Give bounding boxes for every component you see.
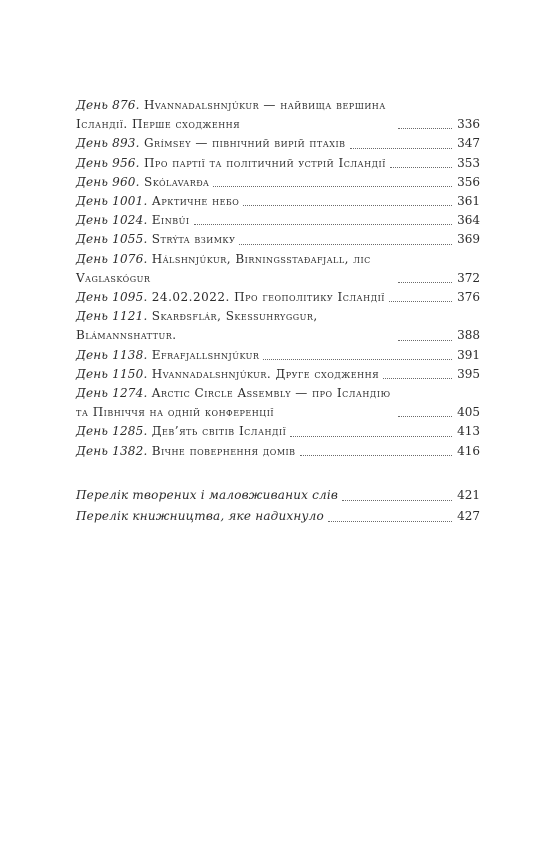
toc-page-number: 369 bbox=[457, 232, 480, 247]
toc-title: Skólavarða bbox=[143, 174, 210, 189]
dot-leader bbox=[389, 301, 452, 302]
toc-page-number: 416 bbox=[457, 443, 480, 458]
toc-entry[interactable] bbox=[76, 384, 480, 422]
toc-entry[interactable] bbox=[76, 288, 480, 307]
toc-entry[interactable] bbox=[76, 211, 480, 230]
toc-title: Hvannadalshnjúkur — найвища вершина Ісландії. Перше сходження bbox=[76, 98, 386, 132]
toc-appendix-entry[interactable] bbox=[76, 485, 480, 506]
toc-day: День 876. bbox=[76, 98, 140, 112]
toc-entry[interactable] bbox=[76, 134, 480, 153]
toc-page-number: 395 bbox=[457, 366, 480, 381]
toc-appendix-title: Перелік творених і маловживаних слів bbox=[76, 487, 339, 502]
dot-leader bbox=[290, 436, 452, 437]
toc-day: День 1138. bbox=[76, 347, 148, 362]
toc-entry[interactable] bbox=[76, 192, 480, 211]
toc-title: Hvannadalshnjúkur. Друге сходження bbox=[151, 366, 380, 381]
toc-page-number: 361 bbox=[457, 194, 480, 209]
toc-day: День 960. bbox=[76, 174, 140, 189]
dot-leader bbox=[300, 455, 452, 456]
toc-day: День 1382. bbox=[76, 443, 148, 458]
toc-entry[interactable] bbox=[76, 442, 480, 461]
toc-title: Skarðsflár, Skessuhryggur, Blámannshattur. bbox=[76, 309, 318, 343]
dot-leader bbox=[328, 521, 452, 522]
table-of-contents bbox=[76, 96, 480, 527]
dot-leader bbox=[383, 378, 452, 379]
dot-leader bbox=[350, 148, 452, 149]
dot-leader bbox=[342, 500, 452, 501]
toc-title: Strýta взимку bbox=[151, 232, 236, 247]
toc-entry[interactable] bbox=[76, 154, 480, 173]
dot-leader bbox=[263, 359, 452, 360]
toc-page-number: 391 bbox=[457, 347, 480, 362]
toc-entry[interactable] bbox=[76, 173, 480, 192]
toc-title: Арктичне небо bbox=[151, 194, 240, 209]
dot-leader bbox=[398, 282, 452, 283]
section-spacer bbox=[76, 461, 480, 485]
toc-day: День 1150. bbox=[76, 366, 148, 381]
toc-appendix-title: Перелік книжництва, яке надихнуло bbox=[76, 508, 324, 523]
toc-title: Arctic Circle Assembly — про Ісландію та Півнiччя на одній конференції bbox=[76, 386, 391, 420]
toc-title: Вічне повернення домів bbox=[151, 443, 296, 458]
toc-day: День 1055. bbox=[76, 232, 148, 247]
toc-appendix-entry[interactable] bbox=[76, 506, 480, 527]
dot-leader bbox=[213, 186, 452, 187]
dot-leader bbox=[239, 244, 452, 245]
toc-title: Hálshnjúkur, Birningsstaðafjall, ліс Vaglaskógur bbox=[76, 251, 371, 285]
toc-page-number: 353 bbox=[457, 155, 480, 170]
toc-page-number: 427 bbox=[457, 508, 480, 523]
dot-leader bbox=[398, 416, 452, 417]
toc-day: День 1285. bbox=[76, 424, 148, 439]
toc-title: Дев’ять світів Ісландії bbox=[151, 424, 287, 439]
toc-day: День 1274. bbox=[76, 386, 148, 401]
dot-leader bbox=[194, 224, 453, 225]
toc-title: 24.02.2022. Про геополітику Ісландії bbox=[151, 290, 385, 305]
dot-leader bbox=[398, 128, 452, 129]
toc-page-number: 364 bbox=[457, 213, 480, 228]
toc-page-number: 405 bbox=[457, 405, 480, 420]
toc-page-number: 376 bbox=[457, 290, 480, 305]
toc-day: День 1121. bbox=[76, 309, 148, 324]
toc-day: День 1076. bbox=[76, 251, 148, 266]
dot-leader bbox=[243, 205, 452, 206]
toc-page-number: 413 bbox=[457, 424, 480, 439]
toc-title: Grímsey — північний вирій птахів bbox=[143, 136, 346, 151]
toc-entry[interactable] bbox=[76, 346, 480, 365]
toc-day: День 893. bbox=[76, 136, 140, 151]
toc-page-number: 336 bbox=[457, 117, 480, 132]
dot-leader bbox=[398, 340, 452, 341]
toc-entry[interactable] bbox=[76, 422, 480, 441]
toc-day: День 1024. bbox=[76, 213, 148, 228]
toc-title: Про партії та політичний устрій Ісландії bbox=[143, 155, 386, 170]
toc-day: День 956. bbox=[76, 155, 140, 170]
toc-entry[interactable] bbox=[76, 96, 480, 134]
toc-page-number: 356 bbox=[457, 174, 480, 189]
toc-entry[interactable] bbox=[76, 365, 480, 384]
toc-page-number: 372 bbox=[457, 270, 480, 285]
dot-leader bbox=[390, 167, 452, 168]
toc-list bbox=[76, 96, 480, 527]
toc-entry[interactable] bbox=[76, 307, 480, 345]
toc-page-number: 388 bbox=[457, 328, 480, 343]
toc-day: День 1001. bbox=[76, 194, 148, 209]
toc-page-number: 421 bbox=[457, 487, 480, 502]
toc-title: Einbúi bbox=[151, 213, 190, 228]
toc-title: Efrafjallshnjúkur bbox=[151, 347, 260, 362]
toc-day: День 1095. bbox=[76, 290, 148, 305]
toc-entry[interactable] bbox=[76, 230, 480, 249]
toc-entry[interactable] bbox=[76, 250, 480, 288]
toc-page-number: 347 bbox=[457, 136, 480, 151]
